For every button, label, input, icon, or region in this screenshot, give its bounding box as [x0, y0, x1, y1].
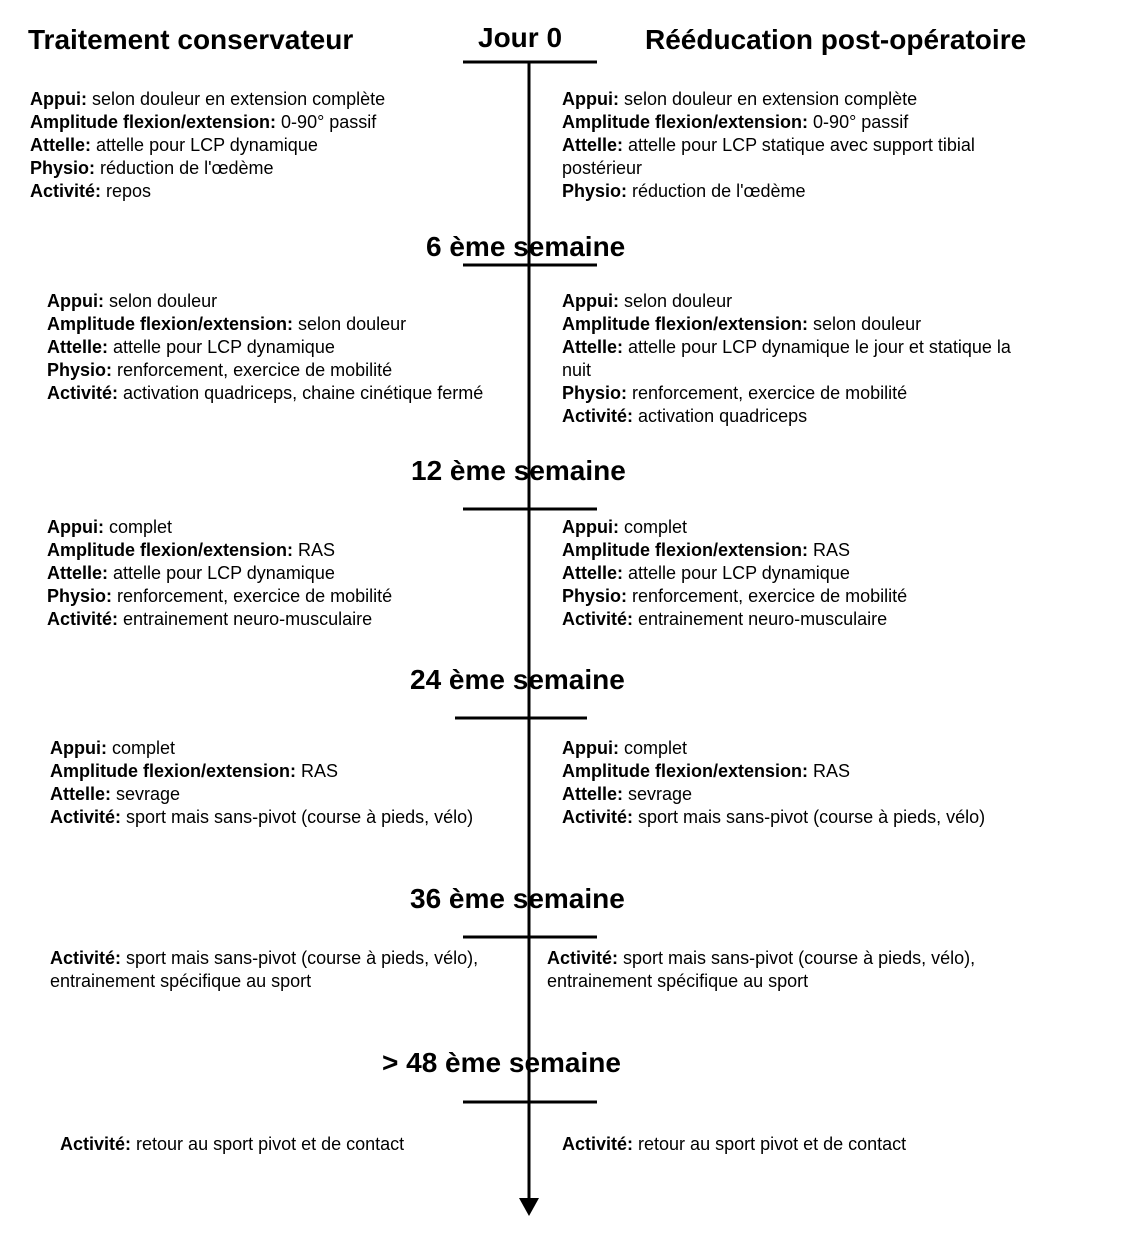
entry-text: attelle pour LCP dynamique [113, 563, 335, 583]
entry-line [562, 290, 1032, 313]
entry-text: entrainement neuro-musculaire [123, 609, 373, 629]
timeline-arrow-head [519, 1198, 539, 1216]
entry-text: retour au sport pivot et de contact [136, 1134, 405, 1154]
entry-label: Attelle: [562, 784, 624, 804]
entry-label: Amplitude flexion/extension: [30, 112, 277, 132]
entry-label: Appui: [47, 517, 104, 537]
entry-text: renforcement, exercice de mobilité [632, 383, 908, 403]
entry-text: réduction de l'œdème [100, 158, 274, 178]
entry-label: Appui: [562, 89, 619, 109]
entry-label: Activité: [547, 948, 619, 968]
stage-4-left-block [50, 947, 520, 993]
entry-label: Amplitude flexion/extension: [562, 314, 809, 334]
entry-line [562, 585, 1032, 608]
header-center-title: Jour 0 [478, 22, 563, 53]
stage-0-left-block [30, 88, 500, 203]
entry-text: selon douleur [109, 291, 218, 311]
stage-label-6: 6 ème semaine [426, 231, 626, 262]
entry-label: Amplitude flexion/extension: [562, 540, 809, 560]
entry-text: attelle pour LCP dynamique le jour et statique la nuit [562, 337, 1011, 380]
entry-text: retour au sport pivot et de contact [638, 1134, 907, 1154]
entry-text: complet [624, 738, 688, 758]
entry-label: Appui: [562, 738, 619, 758]
entry-text: 0-90° passif [281, 112, 377, 132]
entry-text: activation quadriceps [638, 406, 808, 426]
entry-line [30, 157, 500, 180]
entry-line [30, 88, 500, 111]
entry-text: attelle pour LCP dynamique [628, 563, 850, 583]
entry-line [47, 313, 517, 336]
entry-label: Activité: [60, 1134, 132, 1154]
entry-line [562, 783, 1032, 806]
entry-text: sport mais sans-pivot (course à pieds, vélo), entrainement spécifique au sport [50, 948, 479, 991]
stage-label-12: 12 ème semaine [411, 455, 626, 486]
entry-text: RAS [813, 761, 851, 781]
entry-text: repos [106, 181, 152, 201]
entry-label: Physio: [30, 158, 96, 178]
stage-2-right-block [562, 516, 1032, 631]
stage-label-36: 36 ème semaine [410, 883, 625, 914]
entry-line [562, 180, 1032, 203]
entry-line [562, 562, 1032, 585]
entry-line [47, 336, 517, 359]
stage-label-48: > 48 ème semaine [382, 1047, 621, 1078]
entry-text: sport mais sans-pivot (course à pieds, vélo), entrainement spécifique au sport [547, 948, 976, 991]
entry-text: complet [112, 738, 176, 758]
entry-line [562, 313, 1032, 336]
entry-label: Activité: [562, 1134, 634, 1154]
entry-line [562, 336, 1032, 382]
entry-text: sport mais sans-pivot (course à pieds, vélo) [126, 807, 474, 827]
entry-label: Appui: [47, 291, 104, 311]
stage-5-left-block [60, 1133, 520, 1156]
entry-text: attelle pour LCP dynamique [96, 135, 318, 155]
entry-label: Attelle: [50, 784, 112, 804]
entry-text: RAS [813, 540, 851, 560]
entry-text: sevrage [628, 784, 693, 804]
stage-0-right-block [562, 88, 1032, 203]
entry-line [47, 382, 517, 405]
stage-3-right-block [562, 737, 1032, 829]
entry-label: Appui: [30, 89, 87, 109]
entry-label: Amplitude flexion/extension: [47, 540, 294, 560]
entry-text: renforcement, exercice de mobilité [117, 360, 393, 380]
entry-text: selon douleur [624, 291, 733, 311]
entry-label: Physio: [47, 586, 113, 606]
entry-line [47, 608, 517, 631]
entry-text: attelle pour LCP statique avec support tibial postérieur [562, 135, 975, 178]
entry-line [60, 1133, 520, 1156]
entry-line [562, 806, 1032, 829]
stage-1-left-block [47, 290, 517, 405]
entry-text: renforcement, exercice de mobilité [117, 586, 393, 606]
entry-label: Amplitude flexion/extension: [562, 761, 809, 781]
entry-label: Amplitude flexion/extension: [562, 112, 809, 132]
entry-line [47, 539, 517, 562]
entry-line [50, 783, 520, 806]
entry-text: complet [624, 517, 688, 537]
entry-text: réduction de l'œdème [632, 181, 806, 201]
entry-label: Physio: [562, 586, 628, 606]
entry-label: Attelle: [30, 135, 92, 155]
entry-label: Physio: [47, 360, 113, 380]
entry-label: Appui: [50, 738, 107, 758]
entry-line [562, 88, 1032, 111]
entry-text: entrainement neuro-musculaire [638, 609, 888, 629]
entry-line [562, 382, 1032, 405]
entry-label: Physio: [562, 181, 628, 201]
entry-label: Attelle: [562, 337, 624, 357]
entry-line [562, 737, 1032, 760]
entry-line [562, 111, 1032, 134]
stage-1-right-block [562, 290, 1032, 428]
header-left-title: Traitement conservateur [28, 24, 354, 55]
entry-line [47, 290, 517, 313]
entry-label: Attelle: [562, 135, 624, 155]
entry-line [562, 539, 1032, 562]
entry-label: Attelle: [47, 337, 109, 357]
stage-2-left-block [47, 516, 517, 631]
entry-label: Amplitude flexion/extension: [50, 761, 297, 781]
entry-text: RAS [298, 540, 336, 560]
stage-3-left-block [50, 737, 520, 829]
entry-label: Appui: [562, 291, 619, 311]
entry-line [562, 516, 1032, 539]
entry-line [30, 180, 500, 203]
stage-label-24: 24 ème semaine [410, 664, 625, 695]
entry-label: Activité: [50, 807, 122, 827]
entry-line [47, 562, 517, 585]
entry-text: renforcement, exercice de mobilité [632, 586, 908, 606]
entry-line [30, 111, 500, 134]
entry-label: Activité: [47, 383, 119, 403]
header-right-title: Rééducation post-opératoire [645, 24, 1027, 55]
entry-text: selon douleur en extension complète [92, 89, 386, 109]
entry-text: complet [109, 517, 173, 537]
entry-line [47, 585, 517, 608]
entry-line [562, 405, 1032, 428]
entry-label: Activité: [50, 948, 122, 968]
entry-text: activation quadriceps, chaine cinétique fermé [123, 383, 484, 403]
entry-text: attelle pour LCP dynamique [113, 337, 335, 357]
entry-label: Attelle: [562, 563, 624, 583]
entry-text: sevrage [116, 784, 181, 804]
entry-text: RAS [301, 761, 339, 781]
entry-label: Activité: [30, 181, 102, 201]
entry-text: selon douleur en extension complète [624, 89, 918, 109]
stage-4-right-block [547, 947, 1017, 993]
entry-line [47, 359, 517, 382]
entry-line [50, 760, 520, 783]
entry-text: sport mais sans-pivot (course à pieds, vélo) [638, 807, 986, 827]
entry-text: selon douleur [298, 314, 407, 334]
entry-line [50, 947, 520, 993]
entry-label: Attelle: [47, 563, 109, 583]
entry-line [47, 516, 517, 539]
entry-label: Amplitude flexion/extension: [47, 314, 294, 334]
entry-label: Physio: [562, 383, 628, 403]
entry-line [562, 608, 1032, 631]
entry-line [30, 134, 500, 157]
stage-5-right-block [562, 1133, 1032, 1156]
entry-line [50, 737, 520, 760]
entry-label: Activité: [562, 609, 634, 629]
entry-label: Appui: [562, 517, 619, 537]
entry-line [562, 134, 1032, 180]
entry-line [562, 1133, 1032, 1156]
entry-label: Activité: [562, 807, 634, 827]
entry-label: Activité: [562, 406, 634, 426]
entry-label: Activité: [47, 609, 119, 629]
entry-line [50, 806, 520, 829]
entry-line [562, 760, 1032, 783]
entry-line [547, 947, 1017, 993]
entry-text: 0-90° passif [813, 112, 909, 132]
entry-text: selon douleur [813, 314, 922, 334]
